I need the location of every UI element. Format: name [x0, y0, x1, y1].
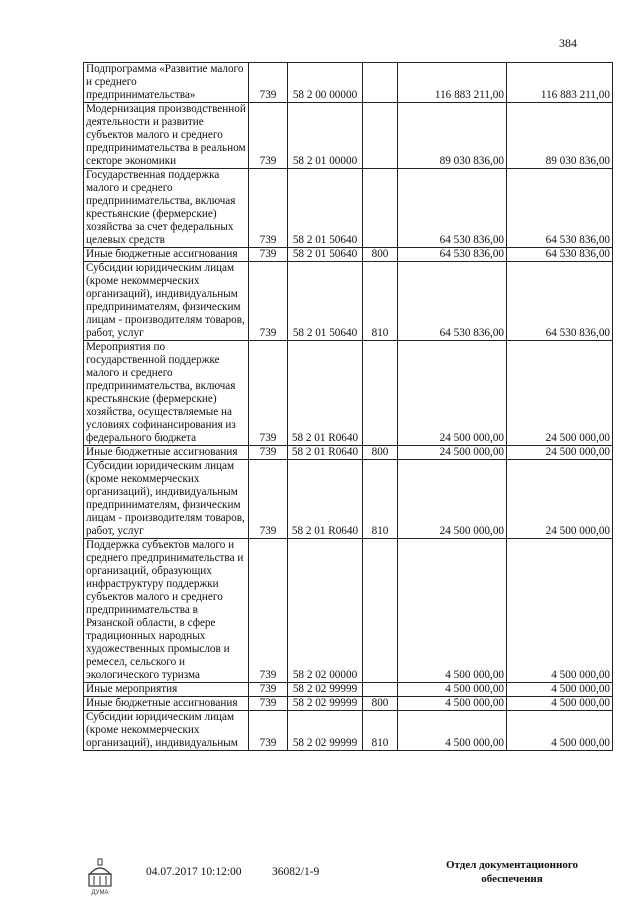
row-amount-2019: 89 030 836,00 [507, 103, 613, 169]
row-amount-2018: 24 500 000,00 [398, 446, 507, 460]
row-target-code: 58 2 01 50640 [288, 248, 363, 262]
row-amount-2019: 64 530 836,00 [507, 262, 613, 341]
row-name: Поддержка субъектов малого и среднего предпринимательства и организаций, образующих инфраструктуру поддержки субъектов малого и среднего предпринимательства в Рязанской области, в сфере традиционных народных художественных промыслов и ремесел, сельского и экологического туризма [84, 539, 249, 683]
row-target-code: 58 2 01 R0640 [288, 341, 363, 446]
table-row [84, 460, 613, 539]
table-row [84, 711, 613, 751]
row-amount-2019: 4 500 000,00 [507, 711, 613, 751]
row-amount-2019: 24 500 000,00 [507, 446, 613, 460]
footer-department [432, 858, 592, 886]
row-expense-type: 800 [363, 446, 398, 460]
footer-department-line1: Отдел документационного [445, 859, 579, 871]
row-ved-code: 739 [249, 169, 288, 248]
row-target-code: 58 2 01 00000 [288, 103, 363, 169]
row-amount-2018: 4 500 000,00 [398, 711, 507, 751]
row-expense-type: 810 [363, 460, 398, 539]
budget-table [83, 62, 613, 751]
row-ved-code: 739 [249, 539, 288, 683]
row-ved-code: 739 [249, 341, 288, 446]
table-row [84, 63, 613, 103]
row-target-code: 58 2 01 50640 [288, 169, 363, 248]
row-ved-code: 739 [249, 697, 288, 711]
row-target-code: 58 2 02 00000 [288, 539, 363, 683]
row-amount-2019: 4 500 000,00 [507, 697, 613, 711]
row-target-code: 58 2 01 R0640 [288, 446, 363, 460]
table-row [84, 341, 613, 446]
footer-date: 04.07.2017 10:12:00 [146, 866, 242, 878]
row-name: Иные бюджетные ассигнования [84, 248, 249, 262]
row-name: Модернизация производственной деятельности и развитие субъектов малого и среднего предпринимательства в реальном секторе экономики [84, 103, 249, 169]
table-row [84, 683, 613, 697]
row-expense-type [363, 539, 398, 683]
row-amount-2018: 24 500 000,00 [398, 460, 507, 539]
row-expense-type [363, 103, 398, 169]
row-ved-code: 739 [249, 460, 288, 539]
row-target-code: 58 2 00 00000 [288, 63, 363, 103]
row-name: Государственная поддержка малого и среднего предпринимательства, включая крестьянские (фермерские) хозяйства за счет федеральных целевых средств [84, 169, 249, 248]
row-amount-2018: 4 500 000,00 [398, 697, 507, 711]
row-ved-code: 739 [249, 683, 288, 697]
row-target-code: 58 2 01 50640 [288, 262, 363, 341]
row-ved-code: 739 [249, 103, 288, 169]
row-amount-2018: 24 500 000,00 [398, 341, 507, 446]
row-expense-type: 800 [363, 697, 398, 711]
row-target-code: 58 2 02 99999 [288, 683, 363, 697]
row-expense-type: 800 [363, 248, 398, 262]
row-amount-2018: 64 530 836,00 [398, 262, 507, 341]
row-expense-type [363, 683, 398, 697]
row-amount-2019: 116 883 211,00 [507, 63, 613, 103]
row-ved-code: 739 [249, 248, 288, 262]
row-amount-2019: 64 530 836,00 [507, 248, 613, 262]
row-amount-2019: 24 500 000,00 [507, 341, 613, 446]
table-row [84, 539, 613, 683]
row-ved-code: 739 [249, 711, 288, 751]
row-amount-2019: 64 530 836,00 [507, 169, 613, 248]
row-name: Подпрограмма «Развитие малого и среднего предпринимательства» [84, 63, 249, 103]
row-name: Субсидии юридическим лицам (кроме некоммерческих организаций), индивидуальным [84, 711, 249, 751]
table-row [84, 697, 613, 711]
row-ved-code: 739 [249, 63, 288, 103]
table-row [84, 103, 613, 169]
row-target-code: 58 2 01 R0640 [288, 460, 363, 539]
row-amount-2019: 4 500 000,00 [507, 539, 613, 683]
row-name: Иные бюджетные ассигнования [84, 446, 249, 460]
row-name: Мероприятия по государственной поддержке малого и среднего предпринимательства, включая крестьянские (фермерские) хозяйства, осуществляемые на условиях софинансирования из федерального бюджета [84, 341, 249, 446]
row-ved-code: 739 [249, 446, 288, 460]
row-amount-2019: 4 500 000,00 [507, 683, 613, 697]
svg-text:ДУМА: ДУМА [91, 890, 109, 896]
table-body [84, 63, 613, 751]
page-number: 384 [559, 36, 577, 50]
row-amount-2018: 116 883 211,00 [398, 63, 507, 103]
row-name: Субсидии юридическим лицам (кроме некоммерческих организаций), индивидуальным предпринимателям, физическим лицам - производителям товаров, работ, услуг [84, 262, 249, 341]
row-name: Иные мероприятия [84, 683, 249, 697]
row-amount-2019: 24 500 000,00 [507, 460, 613, 539]
row-amount-2018: 64 530 836,00 [398, 248, 507, 262]
row-expense-type [363, 341, 398, 446]
footer [0, 858, 640, 898]
table-row [84, 169, 613, 248]
row-target-code: 58 2 02 99999 [288, 697, 363, 711]
table-row [84, 446, 613, 460]
row-expense-type: 810 [363, 262, 398, 341]
row-name: Субсидии юридическим лицам (кроме некоммерческих организаций), индивидуальным предпринимателям, физическим лицам - производителям товаров, работ, услуг [84, 460, 249, 539]
row-expense-type: 810 [363, 711, 398, 751]
table-row [84, 262, 613, 341]
footer-doc-number: 36082/1-9 [272, 866, 320, 878]
row-ved-code: 739 [249, 262, 288, 341]
row-expense-type [363, 63, 398, 103]
row-expense-type [363, 169, 398, 248]
duma-seal-icon [86, 858, 114, 896]
row-amount-2018: 89 030 836,00 [398, 103, 507, 169]
row-amount-2018: 64 530 836,00 [398, 169, 507, 248]
row-name: Иные бюджетные ассигнования [84, 697, 249, 711]
row-amount-2018: 4 500 000,00 [398, 539, 507, 683]
row-amount-2018: 4 500 000,00 [398, 683, 507, 697]
footer-department-line2: обеспечения [481, 873, 543, 885]
table-row [84, 248, 613, 262]
row-target-code: 58 2 02 99999 [288, 711, 363, 751]
